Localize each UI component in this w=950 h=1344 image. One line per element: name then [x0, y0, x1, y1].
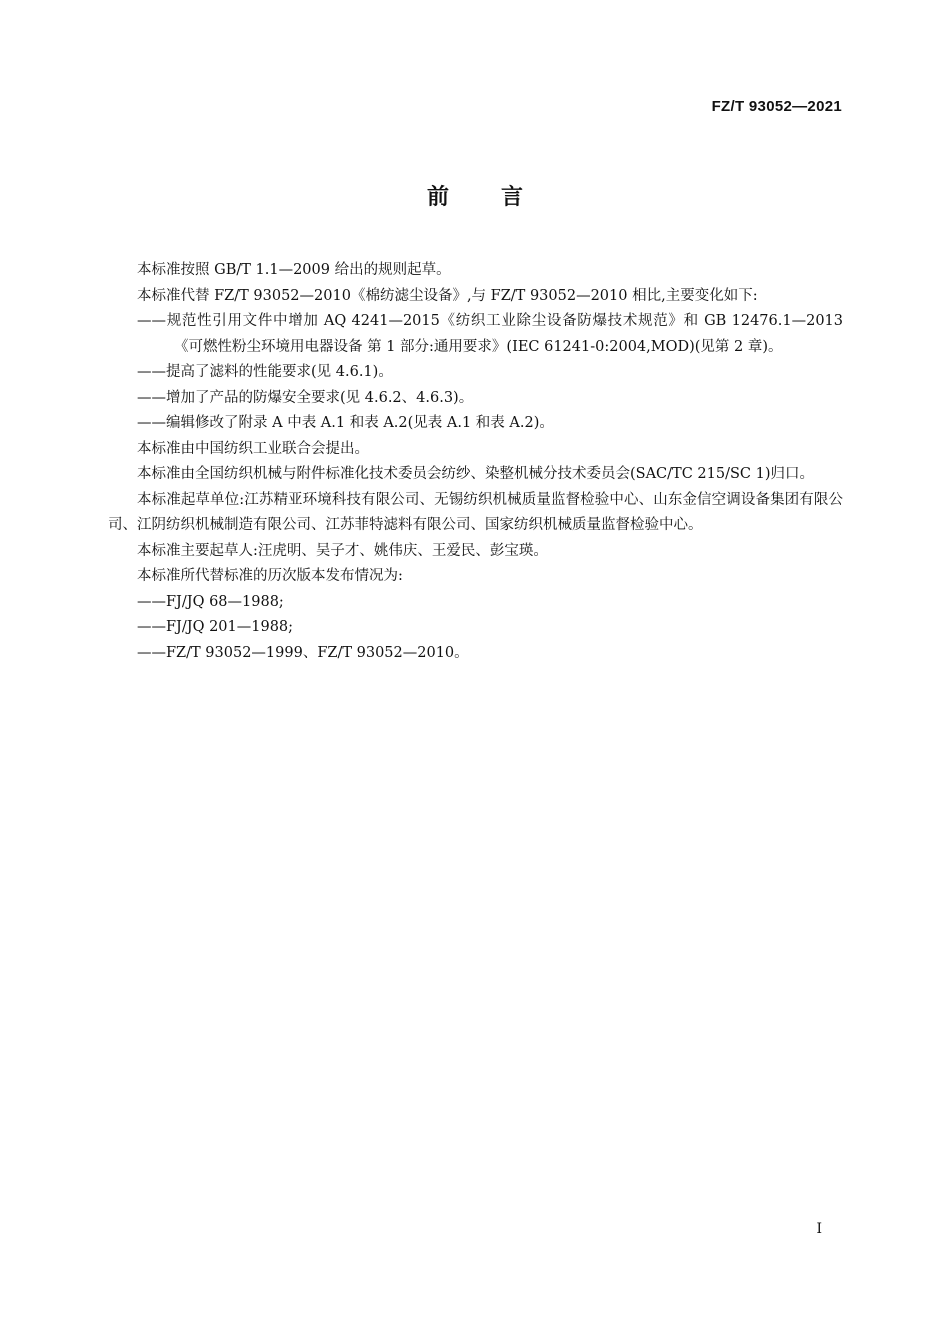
edition-item-fjjq68: ——FJ/JQ 68—1988;	[137, 593, 284, 610]
paragraph-previous-editions: 本标准所代替标准的历次版本发布情况为:	[137, 568, 403, 584]
paragraph-under-jurisdiction: 本标准由全国纺织机械与附件标准化技术委员会纺纱、染整机械分技术委员会(SAC/TC 215/SC 1)归口。	[137, 466, 814, 482]
paragraph-drafting-units: 本标准起草单位:江苏精亚环境科技有限公司、无锡纺织机械质量监督检验中心、山东金信空调设备集团有限公司、江阴纺织机械制造有限公司、江苏菲特滤料有限公司、国家纺织机械质量监督检验中心。	[108, 491, 843, 533]
paragraph-drafting-rules: 本标准按照 GB/T 1.1—2009 给出的规则起草。	[137, 262, 451, 278]
standard-number: FZ/T 93052—2021	[711, 98, 842, 115]
page-title: 前言	[426, 185, 575, 210]
change-item-explosion-proof: ——增加了产品的防爆安全要求(见 4.6.2、4.6.3)。	[137, 389, 474, 406]
change-item-filter-material: ——提高了滤料的性能要求(见 4.6.1)。	[137, 364, 393, 380]
page-number: I	[816, 1221, 822, 1237]
change-item-annex-tables: ——编辑修改了附录 A 中表 A.1 和表 A.2(见表 A.1 和表 A.2)。	[137, 415, 554, 431]
edition-item-fjjq201: ——FJ/JQ 201—1988;	[137, 619, 294, 635]
paragraph-replaces: 本标准代替 FZ/T 93052—2010《棉纺滤尘设备》,与 FZ/T 93052—2010 相比,主要变化如下:	[137, 287, 758, 304]
change-item-normative-refs: ——规范性引用文件中增加 AQ 4241—2015《纺织工业除尘设备防爆技术规范》和 GB 12476.1—2013《可燃性粉尘环境用电器设备 第 1 部分:通用要求》(IEC 61241-0:2004,MOD)(见第 2 章)。	[137, 313, 843, 355]
paragraph-drafters: 本标准主要起草人:汪虎明、吴子才、姚伟庆、王爱民、彭宝瑛。	[137, 542, 548, 559]
paragraph-proposed-by: 本标准由中国纺织工业联合会提出。	[137, 440, 369, 457]
foreword-body	[108, 258, 843, 666]
edition-item-fzt93052: ——FZ/T 93052—1999、FZ/T 93052—2010。	[137, 644, 469, 661]
